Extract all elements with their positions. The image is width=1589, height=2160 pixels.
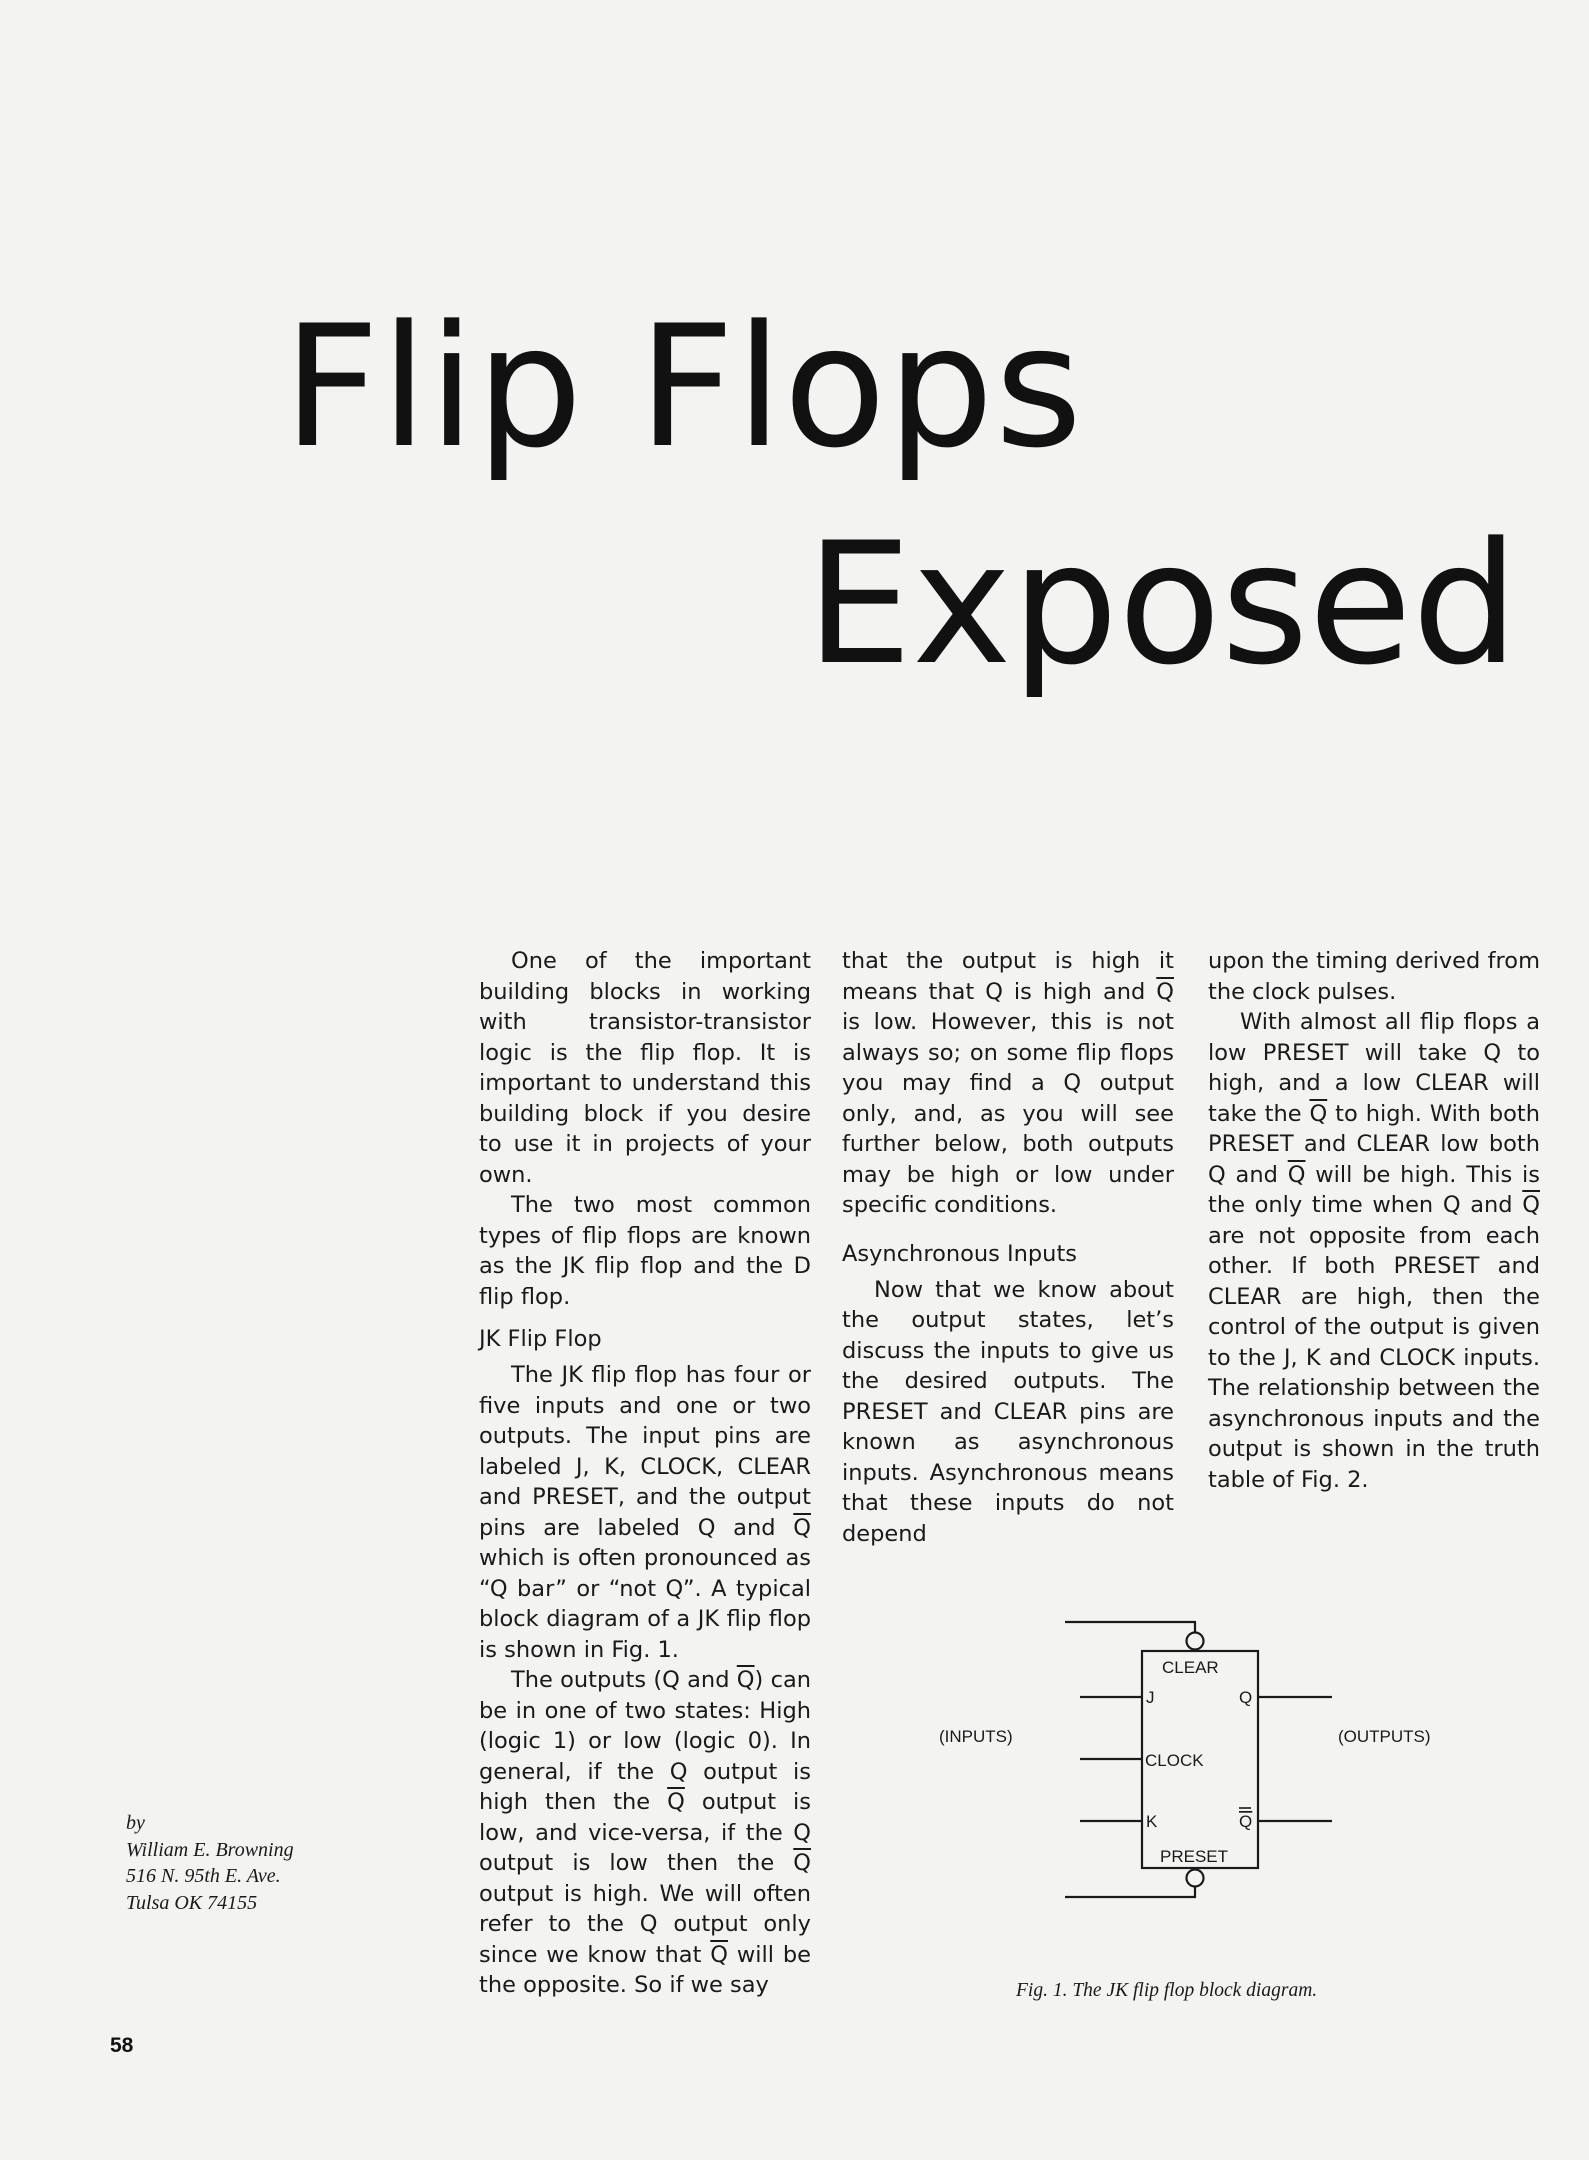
- figure-caption: Fig. 1. The JK flip flop block diagram.: [1016, 1980, 1318, 2001]
- clock-label: CLOCK: [1145, 1751, 1204, 1770]
- paragraph: One of the important building blocks in working with transistor-transistor logic is the flip flop. It is important to understand this building block if you desire to use it in projects of your own.: [479, 948, 811, 1188]
- paragraph: The outputs (Q and $\overline{Q}$) can be in one of two states: High (logic 1) or low (logic 0). In general, if the Q output is high then the $\overline{Q}$ output is low, and vice-versa, if the Q output is low then the $\overline{Q}$ output is high. We will often refer to the Q output only since we know that $\overline{Q}$ will be the opposite. So if we say: [479, 1667, 811, 1998]
- outputs-label: (OUTPUTS): [1338, 1727, 1431, 1746]
- section-heading-async: Asynchronous Inputs: [842, 1240, 1077, 1267]
- clear-inversion-bubble: [1187, 1633, 1204, 1650]
- preset-inversion-bubble: [1187, 1870, 1204, 1887]
- jk-flip-flop-diagram: [930, 1600, 1431, 1930]
- qbar-label: Q: [1239, 1812, 1253, 1831]
- q-bar-symbol: $\overline{Q}$: [736, 1667, 755, 1693]
- preset-label: PRESET: [1160, 1847, 1229, 1866]
- inputs-label: (INPUTS): [939, 1727, 1013, 1746]
- q-bar-symbol: $\overline{Q}$: [793, 1850, 811, 1876]
- article-column-2: [842, 946, 1174, 1549]
- author-street: 516 N. 95th E. Ave.: [126, 1865, 281, 1887]
- section-heading-jk: JK Flip Flop: [479, 1326, 602, 1352]
- page-number: 58: [110, 2034, 134, 2057]
- q-label: Q: [1239, 1688, 1253, 1707]
- block-diagram-svg: [930, 1600, 1431, 1930]
- clear-line: [1065, 1622, 1195, 1632]
- q-bar-symbol: $\overline{Q}$: [710, 1941, 728, 1968]
- q-bar-symbol: $\overline{Q}$: [667, 1789, 685, 1815]
- q-bar-symbol: $\overline{Q}$: [1287, 1161, 1306, 1188]
- article-column-3: [1208, 946, 1540, 1495]
- author-city: Tulsa OK 74155: [126, 1891, 258, 1914]
- paragraph: Now that we know about the output states, let’s discuss the inputs to give us the desired outputs. The PRESET and CLEAR pins are known as asynchronous inputs. Asynchronous means that these inputs do not depend: [842, 1276, 1174, 1547]
- paragraph: The JK flip flop has four or five inputs and one or two outputs. The input pins are labeled J, K, CLOCK, CLEAR and PRESET, and the output pins are labeled Q and $\overline{Q}$ which is often pronounced as “Q bar” or “not Q”. A typical block diagram of a JK flip flop is shown in Fig. 1.: [479, 1362, 811, 1663]
- preset-line: [1065, 1887, 1195, 1897]
- q-bar-symbol: $\overline{Q}$: [1309, 1100, 1328, 1127]
- paragraph: that the output is high it means that Q is high and $\overline{Q}$ is low. However, this is not always so; on some flip flops you may find a Q output only, and, as you will see further below, both outputs may be high or low under specific conditions.: [842, 948, 1174, 1218]
- title-line-1: Flip Flops: [283, 289, 1084, 485]
- k-label: K: [1146, 1812, 1158, 1831]
- q-bar-symbol: $\overline{Q}$: [1156, 978, 1174, 1005]
- paragraph: upon the timing derived from the clock pulses.: [1208, 948, 1540, 1005]
- article-column-1: [479, 946, 811, 2001]
- q-bar-symbol: $\overline{Q}$: [793, 1514, 811, 1541]
- paragraph: With almost all flip flops a low PRESET will take Q to high, and a low CLEAR will take the $\overline{Q}$ to high. With both PRESET and CLEAR low both Q and $\overline{Q}$ will be high. This is the only time when Q and $\overline{Q}$ are not opposite from each other. If both PRESET and CLEAR are high, then the control of the output is given to the J, K and CLOCK inputs. The relationship between the asynchronous inputs and the output is shown in the truth table of Fig. 2.: [1208, 1009, 1540, 1493]
- title-line-2: Exposed: [806, 506, 1519, 702]
- q-bar-symbol: $\overline{Q}$: [1522, 1192, 1540, 1218]
- j-label: J: [1146, 1688, 1155, 1707]
- byline-by: by: [126, 1812, 145, 1834]
- byline: [126, 1810, 294, 1916]
- author-name: William E. Browning: [126, 1838, 294, 1861]
- clear-label: CLEAR: [1162, 1658, 1219, 1677]
- paragraph: The two most common types of flip flops are known as the JK flip flop and the D flip flop.: [479, 1192, 811, 1310]
